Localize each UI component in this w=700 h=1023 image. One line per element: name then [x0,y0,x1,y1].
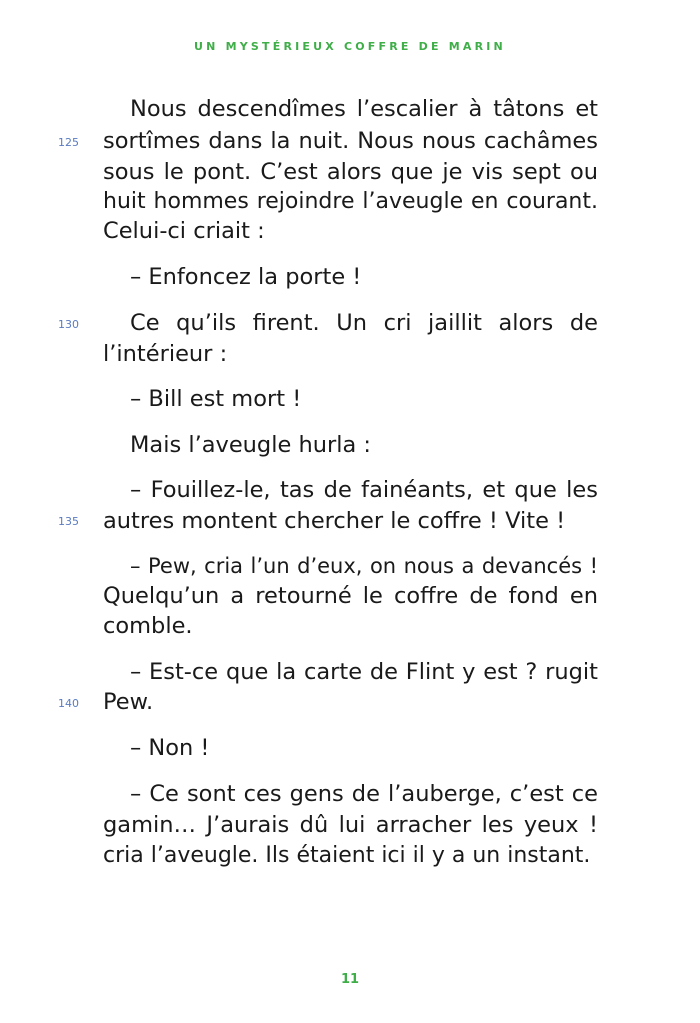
line-number: 125 [58,136,79,149]
text-line: Quelqu’un a retourné le coffre de fond en [103,583,598,609]
text-line: Mais l’aveugle hurla : [130,432,372,458]
text-line: Pew. [103,689,154,715]
text-line: – Est-ce que la carte de Flint y est ? rugit [130,659,598,685]
line-number: 135 [58,515,79,528]
text-line: l’intérieur : [103,341,228,367]
text-line: autres montent chercher le coffre ! Vite ! [103,508,566,534]
text-line: – Enfoncez la porte ! [130,264,362,290]
text-line: Celui-ci criait : [103,218,265,244]
text-line: – Bill est mort ! [130,386,302,412]
text-line: Ce qu’ils firent. Un cri jaillit alors de [130,310,598,336]
text-line: cria l’aveugle. Ils étaient ici il y a un instant. [103,843,591,868]
text-line: huit hommes rejoindre l’aveugle en courant. [103,189,598,214]
text-line: sortîmes dans la nuit. Nous nous cachâmes [103,128,598,154]
text-line: – Ce sont ces gens de l’auberge, c’est ce [130,781,598,807]
text-line: sous le pont. C’est alors que je vis sept ou [103,159,598,185]
text-line: – Non ! [130,735,210,761]
text-line: – Fouillez-le, tas de fainéants, et que les [130,477,598,503]
line-number: 140 [58,697,79,710]
text-line: – Pew, cria l’un d’eux, on nous a devancés ! [130,554,598,578]
running-head: UN MYSTÉRIEUX COFFRE DE MARIN [194,40,506,53]
line-number: 130 [58,318,79,331]
text-line: comble. [103,613,193,639]
page-number: 11 [340,972,360,987]
text-line: gamin… J’aurais dû lui arracher les yeux ! [103,812,598,838]
text-line: Nous descendîmes l’escalier à tâtons et [130,96,598,122]
